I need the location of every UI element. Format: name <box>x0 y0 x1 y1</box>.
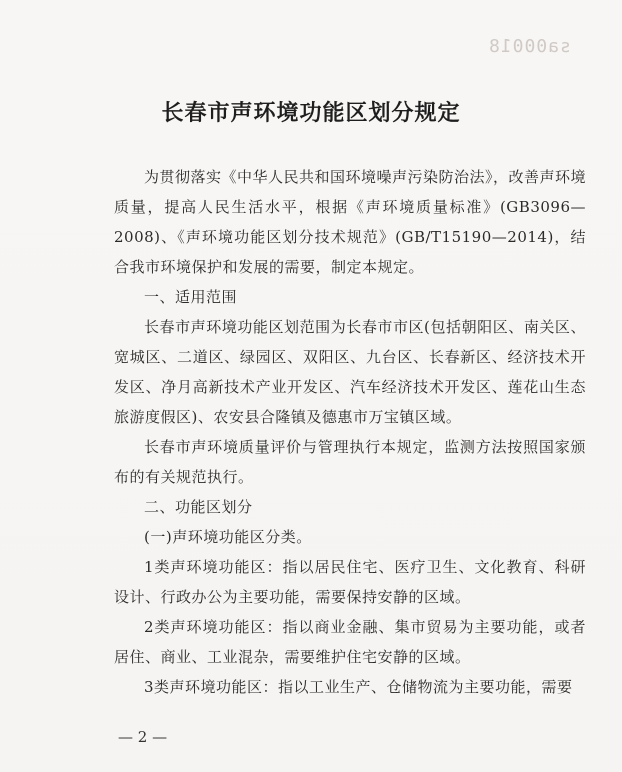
page-number: — 2 — <box>118 728 168 746</box>
intro-paragraph: 为贯彻落实《中华人民共和国环境噪声污染防治法》，改善声环境质量，提高人民生活水平，根据《声环境质量标准》(GB3096—2008)、《声环境功能区划分技术规范》(GB/T15190—2014)，结合我市环境保护和发展的需要，制定本规定。 <box>114 168 587 276</box>
class-3-paragraph: 3类声环境功能区：指以工业生产、仓储物流为主要功能，需要 <box>144 678 573 696</box>
section-heading-zoning: 二、功能区划分 <box>144 498 253 516</box>
scope-paragraph: 长春市声环境功能区划范围为长春市市区(包括朝阳区、南关区、宽城区、二道区、绿园区、双阳区、九台区、长春新区、经济技术开发区、净月高新技术产业开发区、汽车经济技术开发区、莲花山生态旅游度假区)、农安县合隆镇及德惠市万宝镇区域。 <box>114 318 586 426</box>
class-2-paragraph: 2类声环境功能区：指以商业金融、集市贸易为主要功能，或者居住、商业、工业混杂，需要维护住宅安静的区域。 <box>114 618 586 666</box>
document-body <box>114 162 586 702</box>
section-heading-scope: 一、适用范围 <box>144 288 238 306</box>
bleed-through-watermark: sa00018 <box>488 36 571 57</box>
class-1-paragraph: 1类声环境功能区：指以居民住宅、医疗卫生、文化教育、科研设计、行政办公为主要功能，需要保持安静的区域。 <box>114 558 586 606</box>
evaluation-paragraph: 长春市声环境质量评价与管理执行本规定，监测方法按照国家颁布的有关规范执行。 <box>114 438 586 486</box>
document-title: 长春市声环境功能区划分规定 <box>161 101 461 126</box>
subsection-heading-classification: (一)声环境功能区分类。 <box>144 528 312 546</box>
